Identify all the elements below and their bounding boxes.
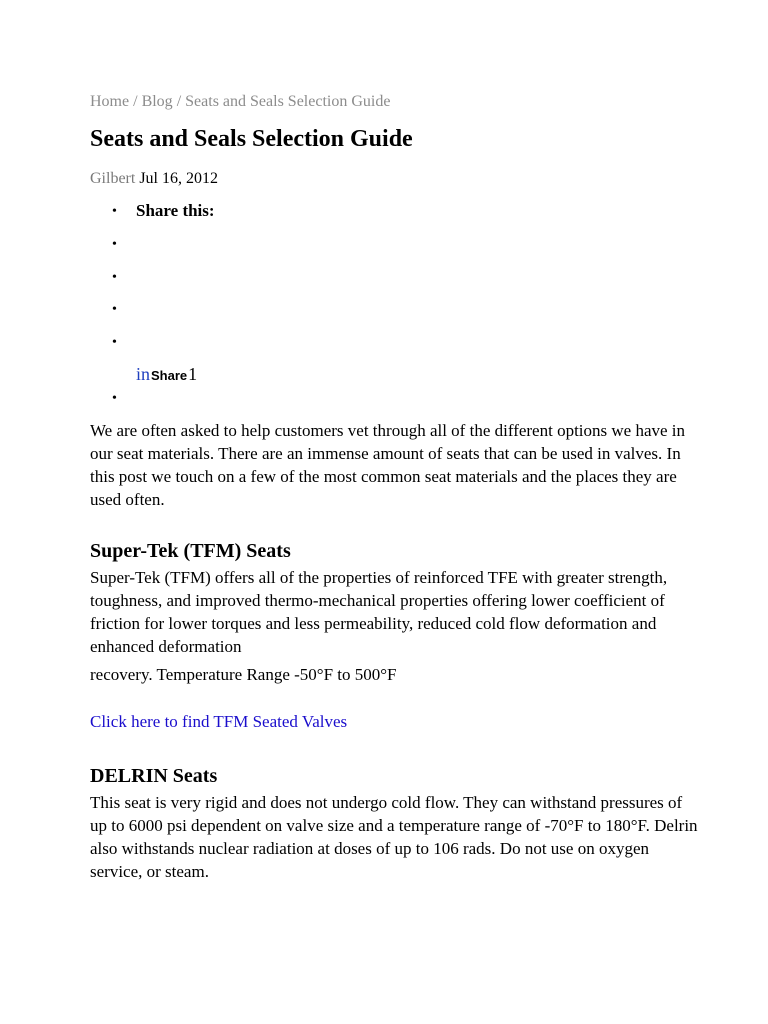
breadcrumb-separator: / (176, 93, 182, 110)
linkedin-share-label: Share (151, 368, 188, 383)
section-body-last-line: recovery. Temperature Range -50°F to 500°F (90, 665, 397, 684)
tfm-valves-link[interactable]: Click here to find TFM Seated Valves (90, 712, 348, 731)
section-body: This seat is very rigid and does not undergo cold flow. They can withstand pressures of up to 6000 psi dependent on valve size and a temperature range of -70°F to 180°F. Delrin also withstands nuclear radiation at doses of up to 106 rads. Do not use on oxygen service, or steam. (90, 793, 698, 881)
list-bullet: • (112, 335, 117, 350)
linkedin-share-count: 1 (188, 364, 198, 384)
list-bullet: • (112, 204, 117, 219)
linkedin-icon: in (136, 364, 151, 384)
breadcrumb (90, 93, 390, 111)
breadcrumb-separator: / (133, 93, 138, 110)
linkedin-share-button[interactable] (136, 364, 197, 385)
breadcrumb-current-page[interactable]: Seats and Seals Selection Guide (185, 93, 391, 110)
intro-paragraph: We are often asked to help customers vet through all of the different options we have in our seat materials. There are an immense amount of seats that can be used in valves. In this post we touch on a few of the most common seat materials and the places they are used often. (90, 421, 686, 509)
list-bullet: • (112, 391, 117, 406)
share-heading: Share this: (136, 201, 215, 220)
page-title: Seats and Seals Selection Guide (90, 126, 413, 152)
list-bullet: • (112, 237, 117, 252)
post-date: Jul 16, 2012 (139, 170, 218, 187)
breadcrumb-blog-link[interactable]: Blog (141, 93, 173, 110)
section-heading: DELRIN Seats (90, 765, 218, 787)
list-bullet: • (112, 270, 117, 285)
list-bullet: • (112, 302, 117, 317)
post-author: Gilbert (90, 170, 136, 187)
breadcrumb-home-link[interactable]: Home (90, 93, 130, 110)
section-body-text: Super-Tek (TFM) offers all of the properties of reinforced TFE with greater strength, toughness, and improved thermo-mechanical properties offering lower coefficient of friction for lower torques and less permeability, reduced cold flow deformation and enhanced deformation (90, 568, 668, 656)
section-heading: Super-Tek (TFM) Seats (90, 540, 291, 562)
section-body (90, 566, 700, 658)
post-byline (90, 170, 218, 188)
